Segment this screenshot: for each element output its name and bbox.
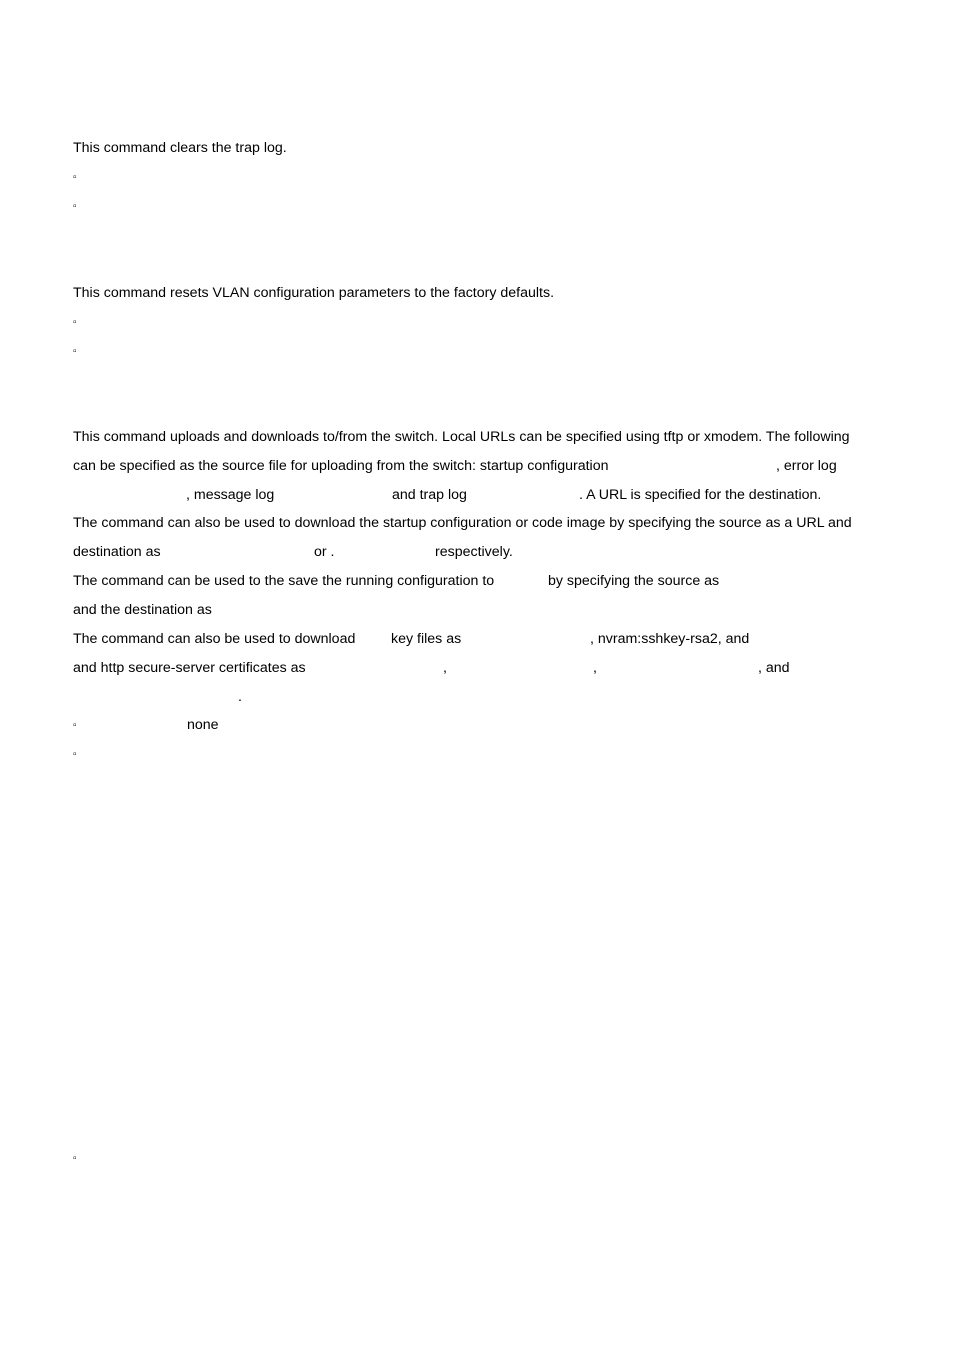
copy-description-fragment: by specifying the source as [548, 573, 720, 589]
copy-description-line: The command can also be used to download the startup configuration or code image by specifying the source as a URL and [73, 515, 852, 531]
copy-description-fragment: destination as [73, 544, 161, 560]
copy-description-fragment: respectively. [435, 544, 513, 560]
bullet-default: ▫ [73, 720, 77, 731]
copy-description-fragment: . [238, 689, 242, 705]
bullet-mode: ▫ [73, 1153, 77, 1164]
copy-description-fragment: . A URL is specified for the destination. [579, 487, 822, 503]
bullet-format: ▫ [73, 201, 77, 212]
copy-description-fragment: key files as [391, 631, 462, 647]
bullet-format: ▫ [73, 749, 77, 760]
copy-description-fragment: The command can also be used to download [73, 631, 356, 647]
copy-description-fragment: and http secure-server certificates as [73, 660, 306, 676]
copy-description-fragment: , [593, 660, 597, 676]
copy-description-fragment: , and [758, 660, 790, 676]
bullet-default: ▫ [73, 317, 77, 328]
clear-vlan-description: This command resets VLAN configuration parameters to the factory defaults. [73, 285, 555, 301]
copy-description-line: can be specified as the source file for uploading from the switch: startup configuration [73, 458, 609, 474]
copy-description-line: and the destination as [73, 602, 212, 618]
copy-description-fragment: and trap log [392, 487, 467, 503]
copy-description-fragment: or . [314, 544, 335, 560]
copy-description-fragment: , error log [776, 458, 837, 474]
copy-default-value: none [187, 717, 219, 733]
copy-description-fragment: , nvram:sshkey-rsa2, and [590, 631, 750, 647]
copy-description-line: This command uploads and downloads to/from the switch. Local URLs can be specified using tftp or xmodem. The following [73, 429, 850, 445]
bullet-format: ▫ [73, 346, 77, 357]
copy-description-fragment: , [443, 660, 447, 676]
bullet-default: ▫ [73, 172, 77, 183]
clear-traplog-description: This command clears the trap log. [73, 140, 287, 156]
copy-description-fragment: The command can be used to the save the running configuration to [73, 573, 495, 589]
copy-description-fragment: , message log [186, 487, 275, 503]
